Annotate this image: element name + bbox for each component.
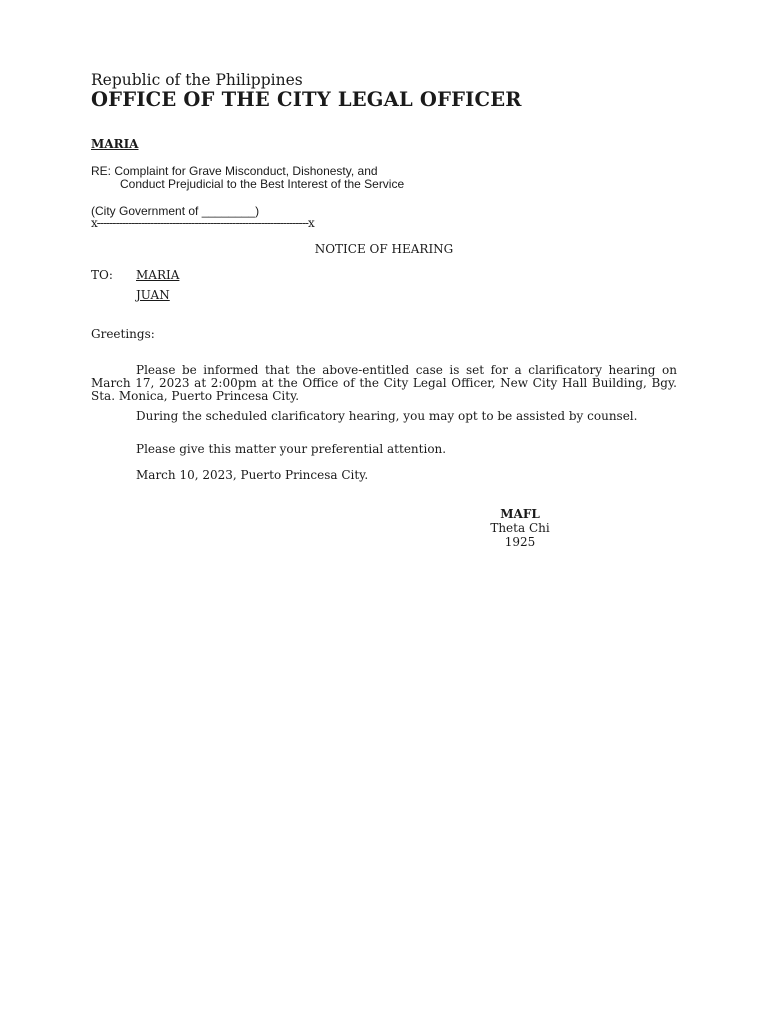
case-divider: x-------------------------------------------------------------------x xyxy=(91,216,314,230)
notice-title: NOTICE OF HEARING xyxy=(314,242,454,256)
signatory-name: MAFL xyxy=(500,507,540,521)
recipient-1: MARIA xyxy=(136,268,180,282)
signatory-year: 1925 xyxy=(504,535,536,549)
respondent-line: (City Government of ________) xyxy=(91,204,260,218)
signatory-org: Theta Chi xyxy=(490,521,550,535)
greeting: Greetings: xyxy=(91,327,155,341)
republic-heading: Republic of the Philippines xyxy=(91,71,303,89)
complainant-name: MARIA xyxy=(91,137,139,151)
attention-paragraph: Please give this matter your preferential attention. xyxy=(136,442,447,456)
hearing-paragraph: Please be informed that the above-entitled case is set for a clarificatory hearing on March 17, 2023 at 2:00pm at the Office of the City Legal Officer, New City Hall Building, Bgy. Sta. Monica, Puerto Princesa City. xyxy=(91,363,677,403)
to-label: TO: xyxy=(91,268,113,282)
recipient-2: JUAN xyxy=(136,288,170,302)
office-title: OFFICE OF THE CITY LEGAL OFFICER xyxy=(91,88,522,111)
date-place-line: March 10, 2023, Puerto Princesa City. xyxy=(136,468,369,482)
counsel-paragraph: During the scheduled clarificatory hearing, you may opt to be assisted by counsel. xyxy=(136,409,638,423)
re-line-2: Conduct Prejudicial to the Best Interest of the Service xyxy=(120,177,405,191)
re-line-1: RE: Complaint for Grave Misconduct, Dishonesty, and xyxy=(91,164,378,178)
